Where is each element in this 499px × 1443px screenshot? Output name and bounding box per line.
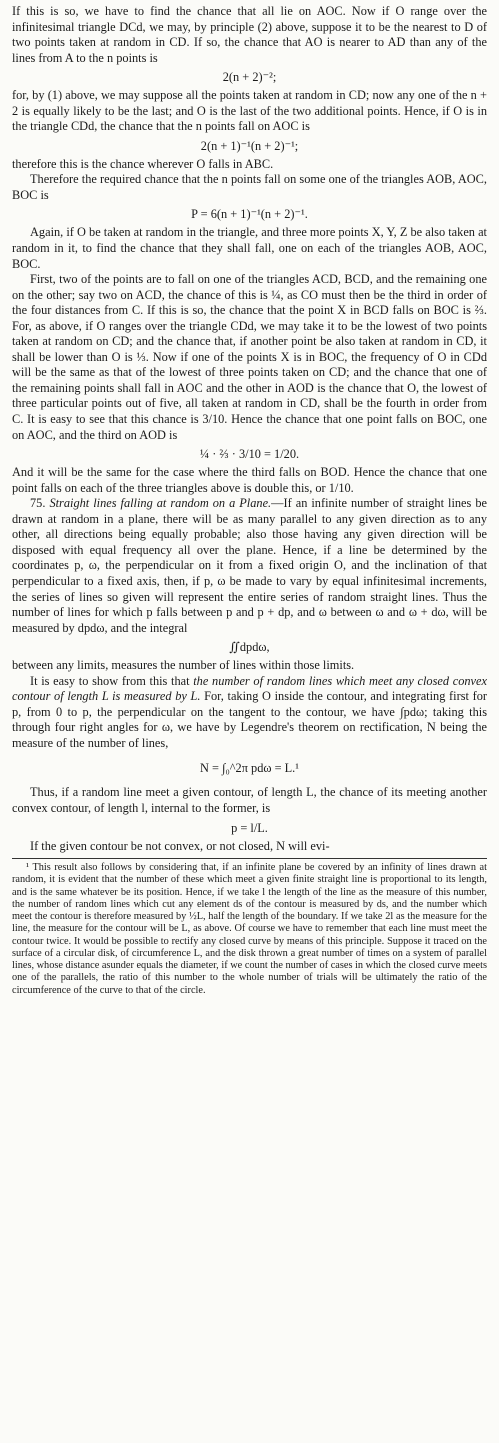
paragraph-5: Again, if O be taken at random in the triangle, and three more points X, Y, Z be also taken at random in it, to find the chance that they shall fall, one on each of the triangles AOB, AOC, BOC.: [12, 225, 487, 271]
paragraph-10-rest: For, taking O inside the contour, and integrating first for p, from 0 to p, the perpendicular on the tangent to the contour, we have ∫pdω; taking this through four right angles for ω, we have by Legendre's theorem on rectification, N being the measure of the number of lines,: [12, 689, 487, 750]
equation-1: 2(n + 2)⁻²;: [222, 70, 277, 85]
paragraph-3: therefore this is the chance wherever O falls in ABC.: [12, 156, 274, 171]
paragraph-6: First, two of the points are to fall on one of the triangles ACD, BCD, and the remaining one on the other; say two on ACD, the chance of this is ¼, as CO must then be the third in order of the four distances from C. If this is so, the chance that the point X in BCD falls on BOC is ⅔. For, as above, if O ranges over the triangle CDd, we may take it to be the lowest of two points taken at random on CD; and the chance that, if another point be also taken at random in CD, it shall be lower than O is ⅓. Now if one of the points X is in BOC, the frequency of O in CDd will be the same as that of the lowest of three points taken on CD; and the chance that one of the remaining points shall fall in AOC and the other in AOD is the chance that O, the lowest of three particular points out of five, all taken at random in CD, shall be the fourth in order from C. It is easy to see that this chance is 3/10. Hence the chance that one point falls on BOC, one on AOC, and the third on AOD is: [12, 272, 487, 442]
paragraph-9: between any limits, measures the number of lines within those limits.: [12, 658, 355, 673]
paragraph-10: [12, 674, 487, 752]
equation-4: ¼ · ⅔ · 3/10 = 1/20.: [199, 447, 300, 462]
section-body: —If an infinite number of straight lines be drawn at random in a plane, there will be as many parallel to any given direction as to any other, all directions being equally probable; also those having any given direction will be disposed with equal frequency all over the plane. Hence, if a line be determined by the coordinates p, ω, the perpendicular on it from a fixed origin O, and the inclination of that perpendicular to a fixed axis, then, if p, ω be made to vary by equal infinitesimal increments, the series of lines so given will represent the entire series of random straight lines. Thus the number of lines for which p falls between p and p + dp, and ω between ω and ω + dω, will be measured by dpdω, and the integral: [12, 496, 487, 635]
equation-5: ∬dpdω,: [229, 640, 270, 655]
paragraph-4: Therefore the required chance that the n points fall on some one of the triangles AOB, AOC, BOC is: [12, 172, 487, 202]
paragraph-11: Thus, if a random line meet a given contour, of length L, the chance of its meeting another convex contour, of length l, internal to the former, is: [12, 785, 487, 815]
section-number: 75.: [30, 496, 46, 511]
paragraph-7: And it will be the same for the case where the third falls on BOD. Hence the chance that one point falls on each of the three triangles above is double this, or 1/10.: [12, 465, 487, 495]
footnote: ¹ This result also follows by considering that, if an infinite plane be covered by an infinity of lines drawn at random, it is evident that the number of these which meet a given finite straight line is proportional to its length, and is the same whatever be its position. Hence, if we take l the length of the line as the measure of this number, the number of random lines which cut any element ds of the contour is measured by ds, and the number which meet the contour is therefore measured by ½L, half the length of the boundary. If we take 2l as the measure for the line, the measure for the contour will be L, as above. Of course we have to remember that each line must meet the contour twice. It would be possible to rectify any closed curve by means of this principle. Suppose it traced on the surface of a circular disk, of circumference L, and the disk thrown a great number of times on a system of parallel lines, whose distance asunder equals the diameter, if we count the number of cases in which the closed curve meets one of the parallels, the ratio of this number to the whole number of trials will be ultimately the ratio of the circumference of the curve to that of the circle.: [12, 862, 487, 996]
paragraph-1: If this is so, we have to find the chance that all lie on AOC. Now if O range over the infinitesimal triangle DCd, we may, by principle (2) above, suppose it to be the nearest to D of two points taken at random in CD. If so, the chance that AO is nearer to AD than any of the lines from A to the n points is: [12, 4, 487, 65]
section-title: Straight lines falling at random on a Plane.: [49, 496, 272, 511]
footnote-divider: [12, 858, 487, 859]
equation-3: P = 6(n + 1)⁻¹(n + 2)⁻¹.: [191, 207, 308, 222]
paragraph-12: If the given contour be not convex, or not closed, N will evi-: [30, 838, 330, 853]
paragraph-2: for, by (1) above, we may suppose all the points taken at random in CD; now any one of the n + 2 is equally likely to be the last; and O is the last of the two additional points. Hence, if O is in the triangle CDd, the chance that the n points fall on AOC is: [12, 88, 487, 134]
equation-6: N = ∫₀^2π pdω = L.¹: [200, 761, 299, 776]
theorem-statement: the number of random lines which meet any closed convex contour of length L is measured by L.: [12, 673, 487, 704]
equation-2: 2(n + 1)⁻¹(n + 2)⁻¹;: [200, 138, 299, 153]
paragraph-10-start: It is easy to show from this that: [30, 673, 194, 688]
paragraph-8: [12, 496, 487, 636]
equation-7: p = l/L.: [231, 820, 268, 835]
